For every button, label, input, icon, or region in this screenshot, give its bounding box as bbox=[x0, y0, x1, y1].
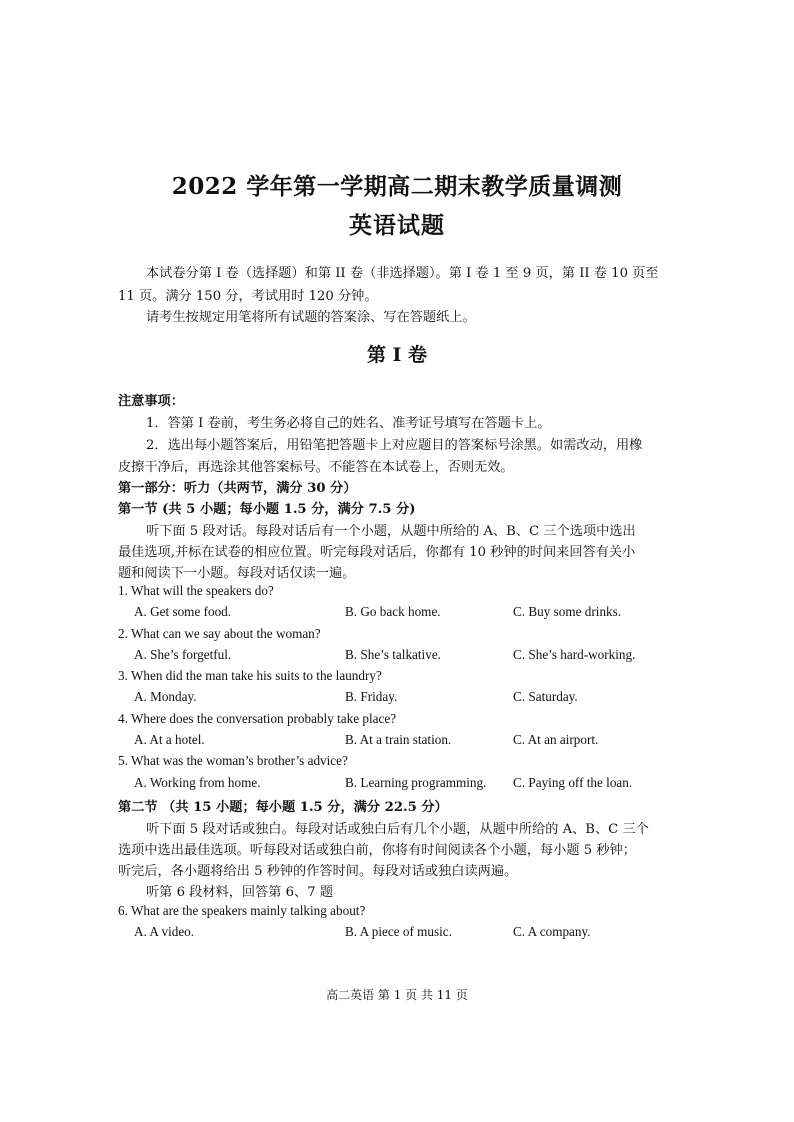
material-note: 听第 6 段材料，回答第 6、7 题 bbox=[146, 885, 334, 900]
question-2-option-b: B. She’s talkative. bbox=[345, 647, 441, 662]
page-footer: 高二英语 第 1 页 共 11 页 bbox=[326, 988, 468, 1002]
question-1: 1. What will the speakers do? bbox=[118, 583, 274, 598]
intro-line-1: 本试卷分第 I 卷（选择题）和第 II 卷（非选择题）。第 I 卷 1 至 9 页，第 II 卷 10 页至 bbox=[146, 266, 659, 281]
section1-heading: 第一节 (共 5 小题；每小题 1.5 分，满分 7.5 分) bbox=[118, 502, 416, 517]
volume-title: 第 I 卷 bbox=[366, 344, 428, 366]
exam-title: 2022 学年第一学期高二期末教学质量调测 bbox=[171, 173, 623, 200]
intro-line-2: 11 页。满分 150 分，考试用时 120 分钟。 bbox=[118, 289, 378, 304]
question-5-option-b: B. Learning programming. bbox=[345, 775, 487, 790]
question-1-option-b: B. Go back home. bbox=[345, 604, 441, 619]
section1-instruction-3: 题和阅读下一小题。每段对话仅读一遍。 bbox=[118, 566, 356, 581]
question-3-option-c: C. Saturday. bbox=[513, 689, 578, 704]
question-6-option-a: A. A video. bbox=[134, 924, 195, 939]
notes-item-2-line-2: 皮擦干净后，再选涂其他答案标号。不能答在本试卷上，否则无效。 bbox=[118, 460, 514, 475]
question-4-option-a: A. At a hotel. bbox=[134, 732, 205, 747]
question-5: 5. What was the woman’s brother’s advice? bbox=[118, 753, 348, 768]
question-2: 2. What can we say about the woman? bbox=[118, 626, 321, 641]
section1-instruction-2: 最佳选项,并标在试卷的相应位置。听完每段对话后，你都有 10 秒钟的时间来回答有关小 bbox=[118, 545, 636, 560]
section2-instruction-1: 听下面 5 段对话或独白。每段对话或独白后有几个小题，从题中所给的 A、B、C 三个 bbox=[146, 822, 649, 837]
notes-item-2-line-1: 2．选出每小题答案后，用铅笔把答题卡上对应题目的答案标号涂黑。如需改动，用橡 bbox=[146, 438, 643, 453]
question-4-option-b: B. At a train station. bbox=[345, 732, 452, 747]
section2-instruction-3: 听完后，各小题将给出 5 秒钟的作答时间。每段对话或独白读两遍。 bbox=[118, 864, 518, 879]
question-5-option-c: C. Paying off the loan. bbox=[513, 775, 633, 790]
question-4: 4. Where does the conversation probably take place? bbox=[118, 711, 397, 726]
part1-heading: 第一部分：听力（共两节，满分 30 分） bbox=[118, 481, 357, 496]
section1-instruction-1: 听下面 5 段对话。每段对话后有一个小题，从题中所给的 A、B、C 三个选项中选出 bbox=[146, 524, 636, 539]
question-1-option-a: A. Get some food. bbox=[134, 604, 232, 619]
question-5-option-a: A. Working from home. bbox=[134, 775, 261, 790]
question-3-option-a: A. Monday. bbox=[134, 689, 197, 704]
question-1-option-c: C. Buy some drinks. bbox=[513, 604, 622, 619]
question-4-option-c: C. At an airport. bbox=[513, 732, 599, 747]
section2-heading: 第二节 （共 15 小题；每小题 1.5 分，满分 22.5 分） bbox=[118, 800, 448, 815]
question-3: 3. When did the man take his suits to the laundry? bbox=[118, 668, 382, 683]
question-6-option-b: B. A piece of music. bbox=[345, 924, 452, 939]
notes-item-1: 1．答第 I 卷前，考生务必将自己的姓名、准考证号填写在答题卡上。 bbox=[146, 416, 551, 431]
intro-line-3: 请考生按规定用笔将所有试题的答案涂、写在答题纸上。 bbox=[146, 310, 476, 325]
section2-instruction-2: 选项中选出最佳选项。听每段对话或独白前，你将有时间阅读各个小题，每小题 5 秒钟； bbox=[118, 843, 636, 858]
question-6: 6. What are the speakers mainly talking about? bbox=[118, 903, 366, 918]
question-3-option-b: B. Friday. bbox=[345, 689, 398, 704]
exam-subtitle: 英语试题 bbox=[349, 212, 445, 239]
question-6-option-c: C. A company. bbox=[513, 924, 591, 939]
notes-heading: 注意事项： bbox=[118, 394, 184, 409]
question-2-option-a: A. She’s forgetful. bbox=[134, 647, 232, 662]
question-2-option-c: C. She’s hard-working. bbox=[513, 647, 636, 662]
